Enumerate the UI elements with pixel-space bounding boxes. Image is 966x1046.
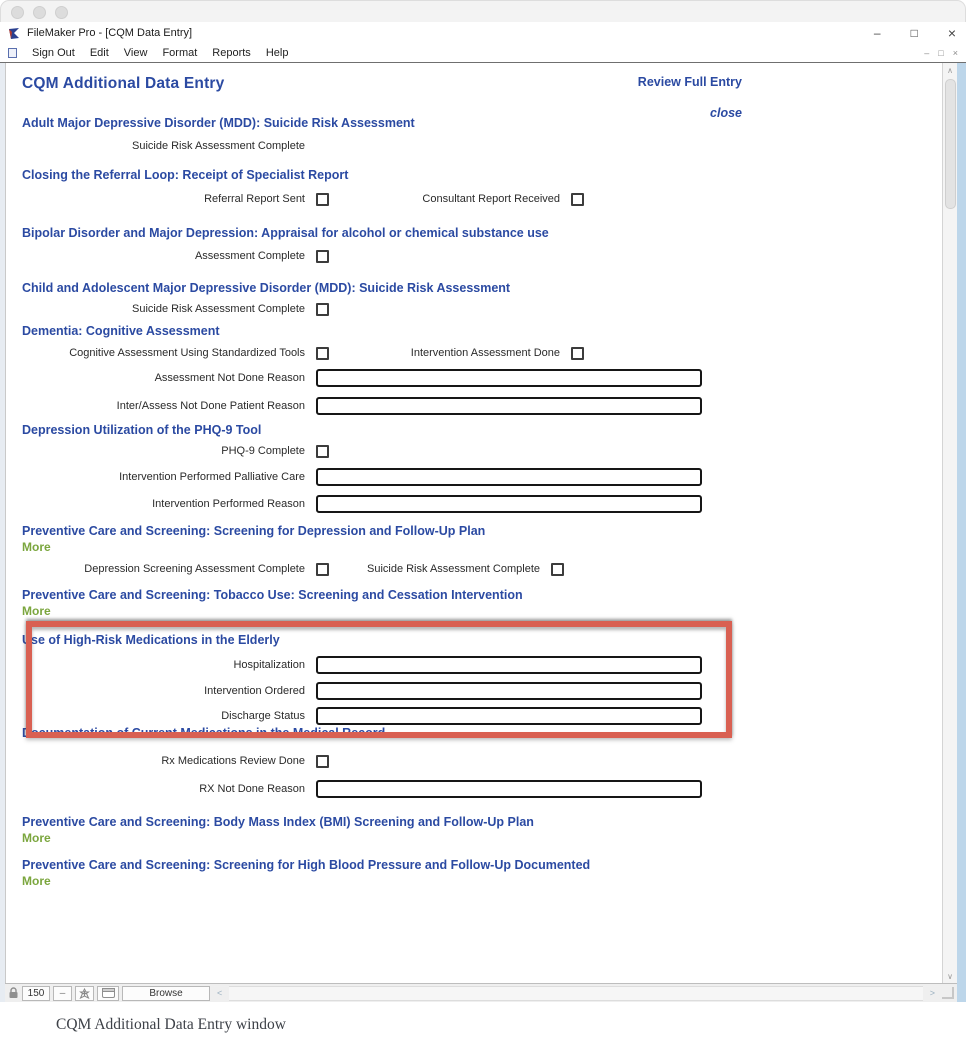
inter-assess-not-done-patient-reason-input[interactable] (316, 397, 702, 415)
field-label: Intervention Performed Reason (152, 498, 305, 510)
section-title-dementia: Dementia: Cognitive Assessment (22, 324, 220, 338)
window-resize-grip[interactable] (942, 987, 954, 999)
zoom-percentage[interactable]: 150 (22, 986, 50, 1001)
referral-report-sent-checkbox[interactable] (316, 193, 329, 206)
section-title-tobacco-use: Preventive Care and Screening: Tobacco Use: Screening and Cessation Intervention (22, 588, 523, 602)
scroll-right-icon[interactable]: > (929, 988, 935, 998)
assessment-not-done-reason-input[interactable] (316, 369, 702, 387)
filemaker-app-icon (8, 27, 21, 40)
intervention-ordered-input[interactable] (316, 682, 702, 700)
field-label: Cognitive Assessment Using Standardized Tools (69, 347, 305, 359)
menu-format[interactable]: Format (162, 47, 198, 59)
depression-screening-complete-checkbox[interactable] (316, 563, 329, 576)
field-label: Intervention Performed Palliative Care (119, 471, 305, 483)
field-label: PHQ-9 Complete (221, 445, 305, 457)
hospitalization-input[interactable] (316, 656, 702, 674)
consultant-report-received-checkbox[interactable] (571, 193, 584, 206)
field-label: Intervention Ordered (204, 685, 305, 697)
mac-zoom-button[interactable] (55, 6, 68, 19)
window-title: FileMaker Pro - [CQM Data Entry] (27, 27, 193, 39)
scroll-down-icon[interactable]: ∨ (947, 971, 953, 981)
menu-bar (0, 44, 966, 62)
intervention-performed-reason-input[interactable] (316, 495, 702, 513)
menu-reports[interactable]: Reports (212, 47, 251, 59)
mac-titlebar (0, 0, 966, 22)
section-title-bipolar-appraisal: Bipolar Disorder and Major Depression: Appraisal for alcohol or chemical substance use (22, 226, 549, 240)
high-risk-medications-section (22, 626, 942, 731)
field-label: Referral Report Sent (204, 193, 305, 205)
mac-minimize-button[interactable] (33, 6, 46, 19)
section-title-child-mdd: Child and Adolescent Major Depressive Disorder (MDD): Suicide Risk Assessment (22, 281, 511, 295)
field-label: Discharge Status (221, 710, 305, 722)
review-full-entry-button[interactable]: Review Full Entry (637, 75, 742, 89)
suicide-risk-complete-checkbox-2[interactable] (551, 563, 564, 576)
section-title-phq9: Depression Utilization of the PHQ-9 Tool (22, 423, 262, 437)
intervention-performed-palliative-care-input[interactable] (316, 468, 702, 486)
intervention-assessment-done-checkbox[interactable] (571, 347, 584, 360)
more-link[interactable]: More (22, 540, 51, 554)
close-icon[interactable]: × (947, 25, 956, 41)
mac-close-button[interactable] (11, 6, 24, 19)
document-window (0, 62, 966, 1002)
scroll-left-icon[interactable]: < (217, 988, 223, 998)
menu-view[interactable]: View (123, 47, 148, 59)
horizontal-scrollbar[interactable] (229, 986, 922, 1001)
more-link[interactable]: More (22, 874, 51, 888)
section-title-referral-loop: Closing the Referral Loop: Receipt of Specialist Report (22, 168, 349, 182)
menu-sign-out[interactable]: Sign Out (32, 47, 75, 59)
section-title-current-medications: Documentation of Current Medications in the Medical Record (22, 726, 386, 740)
section-title-bmi-screening: Preventive Care and Screening: Body Mass Index (BMI) Screening and Follow-Up Plan (22, 815, 534, 829)
doc-close-icon[interactable]: × (952, 48, 958, 58)
image-caption: CQM Additional Data Entry window (56, 1016, 286, 1033)
field-label: Suicide Risk Assessment Complete (131, 303, 305, 315)
status-toolbar-toggle-button[interactable] (97, 986, 119, 1001)
zoom-out-button[interactable]: – (53, 986, 72, 1001)
section-title-high-risk-meds: Use of High-Risk Medications in the Elderly (22, 633, 280, 647)
rx-not-done-reason-input[interactable] (316, 780, 702, 798)
scroll-up-icon[interactable]: ∧ (947, 65, 953, 75)
field-label: Rx Medications Review Done (161, 755, 305, 767)
more-link[interactable]: More (22, 604, 51, 618)
cognitive-assessment-checkbox[interactable] (316, 347, 329, 360)
window-right-border (957, 63, 966, 1002)
zoom-in-button[interactable] (75, 986, 94, 1001)
menu-help[interactable]: Help (265, 47, 289, 59)
field-label: Intervention Assessment Done (410, 347, 560, 359)
lock-icon (8, 987, 19, 999)
field-label: Suicide Risk Assessment Complete (366, 563, 540, 575)
document-menu-icon[interactable] (8, 48, 17, 58)
discharge-status-input[interactable] (316, 707, 702, 725)
menu-edit[interactable]: Edit (89, 47, 109, 59)
document-window-controls (924, 48, 958, 58)
field-label: Depression Screening Assessment Complete (84, 563, 305, 575)
doc-minimize-icon[interactable]: – (924, 48, 930, 58)
zoom-in-icon (79, 988, 90, 999)
rx-medications-review-done-checkbox[interactable] (316, 755, 329, 768)
suicide-risk-complete-checkbox[interactable] (316, 303, 329, 316)
vertical-scrollbar[interactable] (942, 63, 957, 983)
assessment-complete-checkbox[interactable] (316, 250, 329, 263)
cqm-form (6, 63, 942, 888)
app-titlebar (0, 22, 966, 44)
doc-restore-icon[interactable]: □ (938, 48, 944, 58)
page-title: CQM Additional Data Entry (22, 75, 225, 92)
field-label: Inter/Assess Not Done Patient Reason (116, 400, 305, 412)
status-toolbar (5, 983, 957, 1002)
section-title-depression-screening: Preventive Care and Screening: Screening for Depression and Follow-Up Plan (22, 524, 486, 538)
phq9-complete-checkbox[interactable] (316, 445, 329, 458)
mode-popup-browse[interactable]: Browse (122, 986, 210, 1001)
section-title-blood-pressure: Preventive Care and Screening: Screening for High Blood Pressure and Follow-Up Documented (22, 858, 591, 872)
restore-icon[interactable]: □ (910, 26, 918, 40)
layout-body (5, 63, 942, 983)
field-label: RX Not Done Reason (199, 783, 305, 795)
field-label: Hospitalization (233, 659, 305, 671)
field-label: Suicide Risk Assessment Complete (131, 140, 305, 152)
more-link[interactable]: More (22, 831, 51, 845)
field-label: Consultant Report Received (422, 193, 560, 205)
window-controls (874, 26, 956, 40)
field-label: Assessment Not Done Reason (154, 372, 305, 384)
layout-toggle-icon (102, 988, 115, 998)
field-label: Assessment Complete (194, 250, 305, 262)
close-button[interactable]: close (710, 106, 742, 120)
minimize-icon[interactable]: – (873, 26, 881, 40)
section-title-adult-mdd: Adult Major Depressive Disorder (MDD): Suicide Risk Assessment (22, 116, 415, 130)
scrollbar-thumb[interactable] (945, 79, 956, 209)
